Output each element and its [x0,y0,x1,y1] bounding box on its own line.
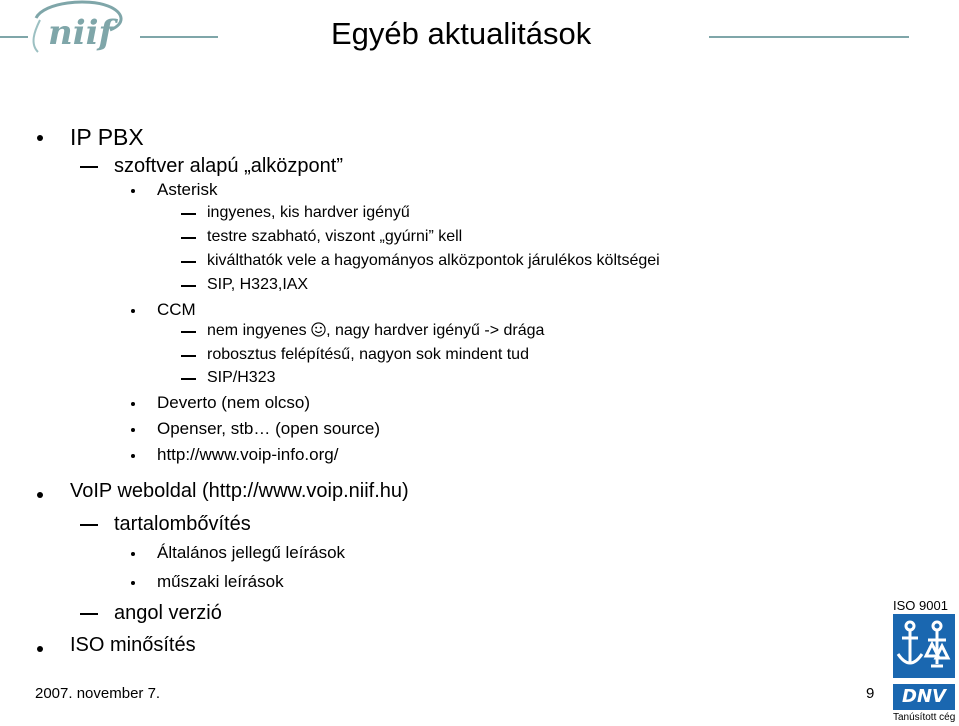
dash-bullet-icon [181,285,196,287]
dnv-logo: DNV [893,684,955,710]
dash-bullet-icon [80,524,98,526]
outline-item-ccm: CCM [157,300,196,319]
bullet-icon [131,428,135,432]
bullet-icon [37,135,43,141]
dash-bullet-icon [80,613,98,615]
outline-item-asterisk: Asterisk [157,180,218,199]
outline-item-voip-info[interactable]: http://www.voip-info.org/ [157,445,339,464]
smiley-icon [311,322,326,342]
dash-bullet-icon [80,166,98,168]
outline-item-ccm-3: SIP/H323 [207,369,276,386]
cert-title: ISO 9001 [893,598,948,613]
ccm-1-text-a: nem ingyenes [207,322,312,339]
bullet-icon [131,189,135,193]
outline-item-iso: ISO minősítés [70,634,196,656]
bullet-icon [131,454,135,458]
bullet-icon [131,581,135,585]
outline-item-tartalombovites: tartalombővítés [114,513,251,535]
outline-item-ip-pbx: IP PBX [70,124,144,150]
outline-item-openser: Openser, stb… (open source) [157,419,381,438]
dash-bullet-icon [181,331,196,333]
bullet-icon [131,309,135,313]
footer-date: 2007. november 7. [35,685,161,702]
outline-item-voip-weboldal[interactable]: VoIP weboldal (http://www.voip.niif.hu) [70,480,409,502]
bullet-icon [37,492,43,498]
logo-text: niif [48,13,114,53]
outline-item-asterisk-3: kiválthatók vele a hagyományos alközpontok járulékos költségei [207,252,660,269]
outline-item-asterisk-4: SIP, H323,IAX [207,276,309,293]
bullet-icon [37,646,43,652]
outline-item-altalanos: Általános jellegű leírások [157,543,346,562]
outline-item-deverto: Deverto (nem olcso) [157,393,311,412]
dash-bullet-icon [181,355,196,357]
iso-anchor-icon [893,614,955,678]
dash-bullet-icon [181,213,196,215]
cert-caption: Tanúsított cég [893,712,956,723]
outline-item-szoftver: szoftver alapú „alközpont” [114,155,344,177]
bullet-icon [131,402,135,406]
outline-item-asterisk-1: ingyenes, kis hardver igényű [207,204,410,221]
page-number: 9 [866,685,875,702]
slide-title: Egyéb aktualitások [331,16,592,51]
outline-item-asterisk-2: testre szabható, viszont „gyúrni” kell [207,228,463,245]
ccm-1-text-b: , nagy hardver igényű -> drága [326,322,545,339]
outline-item-angol-verzio: angol verzió [114,602,222,624]
outline-item-muszaki: műszaki leírások [157,572,284,591]
dash-bullet-icon [181,261,196,263]
outline-item-ccm-2: robosztus felépítésű, nagyon sok mindent tud [207,346,529,363]
dash-bullet-icon [181,237,196,239]
bullet-icon [131,552,135,556]
dash-bullet-icon [181,378,196,380]
outline-item-ccm-1 [207,322,544,342]
